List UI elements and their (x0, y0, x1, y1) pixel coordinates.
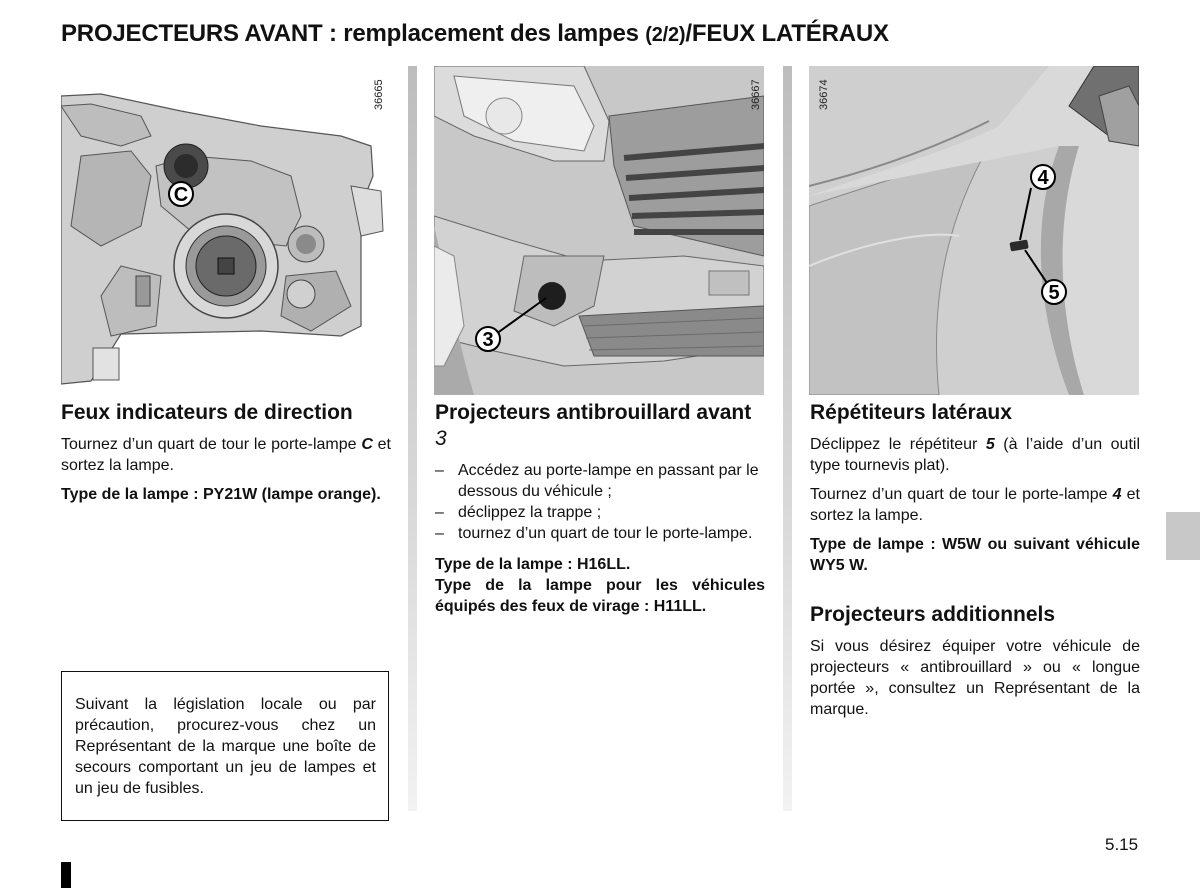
page-number: 5.15 (1105, 835, 1139, 854)
note-text: Suivant la législation locale ou par précaution, procurez-vous chez un Représentant de la marque une boîte de secours comportant un jeu de lampes et un jeu de fusibles. (75, 696, 376, 797)
figure-number: 36674 (818, 79, 830, 110)
instruction-text: Si vous désirez équiper votre véhicule de projecteurs « antibrouillard » ou « longue portée », consultez un Représentant de la marque. (810, 638, 1140, 718)
callout-c (169, 182, 193, 206)
lamp-type: Type de la lampe : H16LL. (435, 556, 631, 573)
figure-side-repeater (809, 66, 1139, 395)
column-separator (783, 66, 792, 811)
svg-text:C: C (173, 184, 189, 206)
page-title: PROJECTEURS AVANT : remplacement des lampes (2/2)/FEUX LATÉRAUX (61, 20, 889, 47)
column-separator (408, 66, 417, 811)
callout-5 (1042, 280, 1066, 304)
list-item: – Accédez au porte-lampe en passant par le dessous du véhicule ; (435, 460, 765, 502)
section-heading: Feux indicateurs de direction (61, 401, 353, 424)
section-heading: Répétiteurs latéraux (810, 401, 1012, 424)
crop-mark (61, 862, 71, 888)
figure-number: 36667 (750, 79, 762, 110)
svg-text:4: 4 (1037, 167, 1049, 189)
svg-text:3: 3 (482, 329, 494, 351)
note-box (61, 671, 389, 821)
instruction-text: Déclippez le répétiteur 5 (à l’aide d’un outil type tournevis plat). (810, 436, 1141, 474)
callout-3 (476, 327, 500, 351)
lamp-type: Type de la lampe : PY21W (lampe orange). (61, 486, 381, 503)
steps-list (435, 460, 765, 544)
section-heading: Projecteurs antibrouillard avant 3 (435, 401, 752, 450)
list-item: – déclippez la trappe ; (435, 502, 765, 523)
section-side-repeaters (810, 400, 1140, 728)
instruction-text: Tournez d’un quart de tour le porte-lampe 4 et sortez la lampe. (810, 486, 1141, 524)
figure-fog-lamp (434, 66, 764, 395)
section-fog-lamps (435, 400, 765, 625)
lamp-type-cornering: Type de la lampe pour les véhicules équipés des feux de virage : H11LL. (435, 577, 765, 615)
section-direction-indicators (61, 400, 391, 513)
callout-4 (1031, 165, 1055, 189)
svg-text:5: 5 (1048, 282, 1060, 304)
figure-number: 36665 (373, 79, 385, 110)
list-item: – tournez d’un quart de tour le porte-lampe. (435, 523, 765, 544)
instruction-text: Tournez d’un quart de tour le porte-lampe C et sortez la lampe. (61, 436, 391, 474)
section-heading: Projecteurs additionnels (810, 603, 1056, 626)
chapter-tab (1166, 512, 1200, 560)
lamp-type: Type de lampe : W5W ou suivant véhicule WY5 W. (810, 536, 1140, 574)
figure-headlamp-rear (61, 66, 391, 395)
